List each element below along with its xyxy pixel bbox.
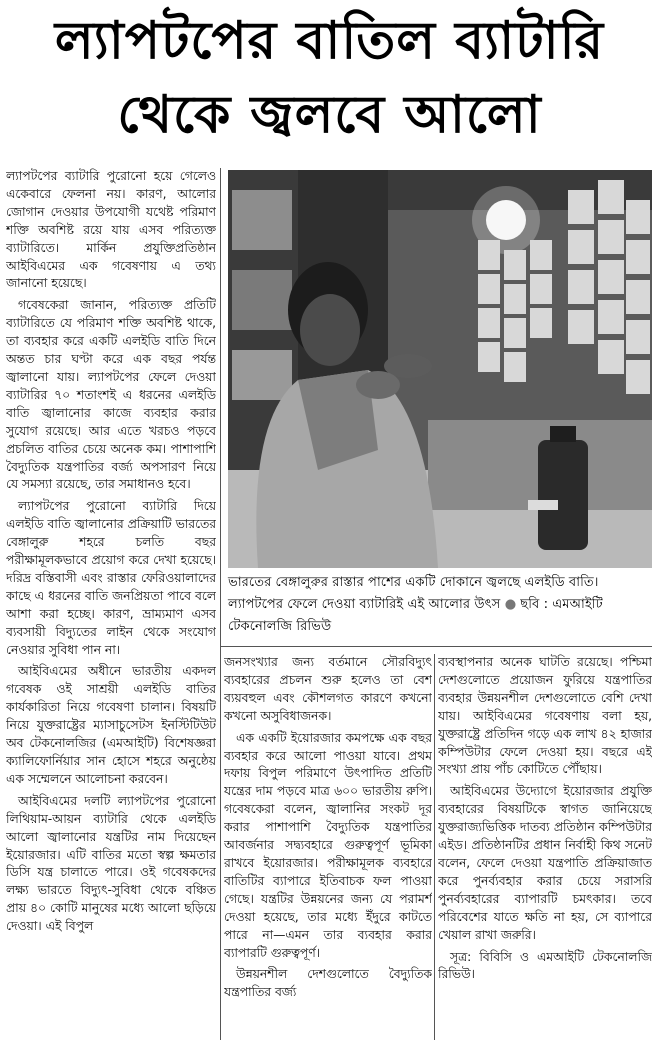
photo-caption (228, 572, 652, 642)
caption-divider (220, 646, 652, 647)
paragraph: জনসংখ্যার জন্য বর্তমানে সৌরবিদ্যুৎ ব্যবহারের প্রচলন শুরু হলেও তা বেশ ব্যয়বহুল এবং কৌশলগত কারণে কখনো কখনো অসুবিধাজনক। (224, 655, 432, 723)
photo-credit: ছবি : এমআইটি টেকনোলজি রিভিউ (228, 597, 603, 634)
caption-text: ভারতের বেঙ্গালুরুর রাস্তার পাশের একটি দোকানে জ্বলছে এলইডি বাতি। ল্যাপটপের ফেলে দেওয়া ব্যাটারিই এই আলোর উৎস (228, 575, 599, 612)
paragraph: এক একটি ইয়োরজার কমপক্ষে এক বছর ব্যবহার করে আলো পাওয়া যাবে। প্রথম দফায় বিপুল পরিমাণে উৎপাদিত প্রতিটি যন্ত্রের দাম পড়বে মাত্র ৬০০ ভারতীয় রুপি। গবেষকেরা বলেন, জ্বালানির সংকট দূর করার পাশাপাশি বৈদ্যুতিক যন্ত্রপাতির আবর্জনার সদ্ব্যবহারে গুরুত্বপূর্ণ ভূমিকা রাখবে ইয়োরজার। পরীক্ষামূলক ব্যবহারে বাতিটির ব্যাপারে ইতিবাচক ফল পাওয়া গেছে। যন্ত্রটির উন্নয়নের জন্য যে পরামর্শ দেওয়া হয়েছে, তার মধ্যে ইঁদুরে কাটতে পারে না—এমন তার ব্যবহার করার ব্যাপারটি গুরুত্বপূর্ণ। (224, 730, 432, 960)
column-divider (434, 654, 435, 1040)
headline-line-1: ল্যাপটপের বাতিল ব্যাটারি (54, 11, 605, 71)
news-photo (228, 170, 652, 568)
headline-line-2: থেকে জ্বলবে আলো (117, 85, 542, 145)
paragraph: ল্যাপটপের পুরোনো ব্যাটারি দিয়ে এলইডি বাতি জ্বালানোর প্রক্রিয়াটি ভারতের বেঙ্গালুরু শহরে চলতি বছর পরীক্ষামূলকভাবে প্রয়োগ করে দেখা হয়েছে। দরিদ্র বস্তিবাসী এবং রাস্তার ফেরিওয়ালাদের কাছে এ ধরনের বাতি জনপ্রিয়তা পাবে বলে আশা করা হচ্ছে। কারণ, ভ্রাম্যমাণ এসব ব্যবসায়ী বিদ্যুতের লাইন থেকে সংযোগ নেওয়ার সুবিধা পান না। (6, 499, 216, 657)
paragraph: ল্যাপটপের ব্যাটারি পুরোনো হয়ে গেলেও একেবারে ফেলনা নয়। কারণ, আলোর জোগান দেওয়ার উপযোগী যথেষ্ট পরিমাণ শক্তি অবশিষ্ট রয়ে যায় এসব পরিত্যক্ত ব্যাটারিতে। মার্কিন প্রযুক্তিপ্রতিষ্ঠান আইবিএমের এক গবেষণায় এ তথ্য জানানো হয়েছে। (6, 169, 216, 291)
article-column-middle (224, 654, 432, 1040)
bullet-icon: ● (504, 597, 517, 612)
paragraph: আইবিএমের উদ্যোগে ইয়োরজার প্রযুক্তি ব্যবহারের বিষয়টিকে স্বাগত জানিয়েছে যুক্তরাজ্যভিত্তিক দাতব্য প্রতিষ্ঠান কম্পিউটার এইড। প্রতিষ্ঠানটির প্রধান নির্বাহী কিথ সনেট বলেন, ফেলে দেওয়া যন্ত্রপাতি প্রক্রিয়াজাত করে পুনর্ব্যবহার করার চেয়ে সরাসরি পুনর্ব্যবহারের ব্যাপারটি চমৎকার। তবে পরিবেশের যাতে ক্ষতি না হয়, সে ব্যাপারে খেয়াল রাখা জরুরি। (438, 784, 652, 942)
paragraph: আইবিএমের অধীনে ভারতীয় একদল গবেষক ওই সাশ্রয়ী এলইডি বাতির কার্যকারিতা নিয়ে গবেষণা চালান। বিষয়টি নিয়ে যুক্তরাষ্ট্রের ম্যাসাচুসেটস ইনস্টিটিউট অব টেকনোলজির (এমআইটি) বিশেষজ্ঞরা ক্যালিফোর্নিয়ার সান হোসে শহরে অনুষ্ঠেয় এক সম্মেলনে আলোচনা করবেন। (6, 664, 216, 786)
article-column-left (6, 168, 216, 1040)
article-column-right (438, 654, 652, 1040)
paragraph: আইবিএমের দলটি ল্যাপটপের পুরোনো লিথিয়াম-আয়ন ব্যাটারি থেকে এলইডি আলো জ্বালানোর যন্ত্রটির নাম দিয়েছেন ইয়োরজার। এটি বাতির মতো স্বল্প ক্ষমতার ডিসি যন্ত্র চালাতে পারে। ওই গবেষকদের লক্ষ্য ভারতে বিদ্যুৎ-সুবিধা থেকে বঞ্চিত প্রায় ৪০ কোটি মানুষের মধ্যে আলো ছড়িয়ে দেওয়া। এই বিপুল (6, 793, 216, 934)
shop-photo-illustration (228, 170, 652, 568)
column-divider (220, 168, 221, 1040)
paragraph: গবেষকেরা জানান, পরিত্যক্ত প্রতিটি ব্যাটারিতে যে পরিমাণ শক্তি অবশিষ্ট থাকে, তা ব্যবহার করে একটি এলইডি বাতি দিনে অন্তত চার ঘণ্টা করে এক বছর পর্যন্ত জ্বালানো যায়। ল্যাপটপের ফেলে দেওয়া ব্যাটারির ৭০ শতাংশই এ ধরনের এলইডি বাতি জ্বালানোর কাজে ব্যবহার করার সুযোগ রয়েছে। আর এতে খরচও পড়বে প্রচলিত বাতির চেয়ে অনেক কম। পাশাপাশি বৈদ্যুতিক যন্ত্রপাতির বর্জ্য অপসারণ নিয়ে যে সমস্যা রয়েছে, তার সমাধানও হবে। (6, 298, 216, 492)
source-line: সূত্র: বিবিসি ও এমআইটি টেকনোলজি রিভিউ। (438, 949, 652, 982)
headline (0, 4, 659, 164)
paragraph: উন্নয়নশীল দেশগুলোতে বৈদ্যুতিক যন্ত্রপাতির বর্জ্য (224, 967, 432, 1000)
paragraph: ব্যবস্থাপনার অনেক ঘাটতি রয়েছে। পশ্চিমা দেশগুলোতে প্রয়োজন ফুরিয়ে যন্ত্রপাতির ব্যবহার উন্নয়নশীল দেশগুলোতে বেশি দেখা যায়। আইবিএমের গবেষণায় বলা হয়, যুক্তরাষ্ট্রে প্রতিদিন গড়ে এক লাখ ৪২ হাজার কম্পিউটার ফেলে দেওয়া হয়। বছরে এই সংখ্যা প্রায় পাঁচ কোটিতে পৌঁছায়। (438, 655, 652, 777)
